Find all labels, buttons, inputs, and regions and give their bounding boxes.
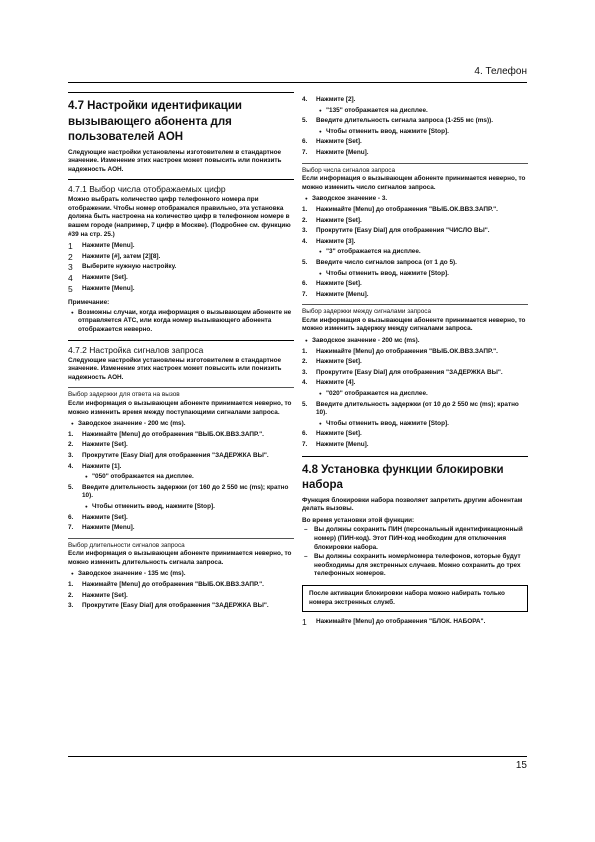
step: 4. Нажмите [2].: [302, 96, 356, 103]
step: 3 Выберите нужную настройку.: [68, 262, 177, 273]
step-sub-bullet: ● "3" отображается на дисплее.: [316, 248, 528, 257]
section-title-4-7: 4.7 Настройки идентификации вызывающего абонента для пользователей АОН: [68, 92, 294, 146]
step-list: [68, 242, 294, 293]
left-column: [68, 92, 294, 613]
step: 5. Введите число сигналов запроса (от 1 до 5).: [302, 258, 457, 266]
dash-item: – Вы должны сохранить номер/номера телефонов, которые будут необходимы для экстренных случаев. Можно сохранить до трех телефонных номеров.: [302, 553, 528, 579]
step: 6. Нажмите [Set].: [302, 138, 362, 146]
default-value: ● Заводское значение - 200 мс (ms).: [68, 420, 294, 429]
step-sub-bullet: ● Чтобы отменить ввод, нажмите [Stop].: [82, 503, 294, 512]
step: 1. Нажимайте [Menu] до отображения "ВЫБ.ОК.ВВЗ.ЗАПР.".: [68, 430, 264, 438]
group-title: Выбор числа сигналов запроса: [302, 163, 528, 176]
section-intro: Следующие настройки установлены изготовителем в стандартное значение. Изменение этих настроек может повысить или понизить надежность АОН.: [68, 148, 282, 173]
step: 3. Прокрутите [Easy Dial] для отображения "ЗАДЕРЖКА ВЫ".: [68, 451, 269, 459]
subsection-intro: Можно выбрать количество цифр телефонного номера при отображении. Чтобы номер отображался правильно, эта установка должна быть настроена на количество цифр в телефонном номере в вашем городе (например, 7 цифр в Москве). (Подробнее см. функцию #39 на стр. 25.): [68, 196, 291, 238]
step-sub-bullet: ● "020" отображается на дисплее.: [316, 390, 528, 399]
step: 6. Нажмите [Set].: [302, 430, 362, 438]
subsection-title-4-7-1: 4.7.1 Выбор числа отображаемых цифр: [68, 179, 294, 194]
step: 3. Прокрутите [Easy Dial] для отображения "ЗАДЕРЖКА ВЫ".: [68, 602, 269, 610]
step-sub-bullet: ● Чтобы отменить ввод, нажмите [Stop].: [316, 128, 528, 137]
step: 4. Нажмите [3].: [302, 237, 356, 245]
step: 2. Нажмите [Set].: [302, 358, 362, 366]
step: 1. Нажимайте [Menu] до отображения "ВЫБ.ОК.ВВЗ.ЗАПР.".: [68, 581, 264, 589]
group-intro: Если информация о вызывающем абоненте принимается неверно, то можно изменить задержку между сигналами запроса.: [302, 316, 526, 333]
default-value: ● Заводское значение - 200 мс (ms).: [302, 337, 528, 346]
default-value: ● Заводское значение - 3.: [302, 195, 528, 204]
group-intro: Если информация о вызывающем абоненте принимается неверно, то можно изменить число сигналов запроса.: [302, 175, 526, 191]
step: 1 Нажимайте [Menu] до отображения "БЛОК. НАБОРА".: [302, 617, 486, 628]
step: 7. Нажмите [Menu].: [302, 290, 369, 298]
step: 7. Нажмите [Menu].: [68, 524, 135, 532]
header-rule: [68, 82, 527, 83]
group-title: Выбор задержки для ответа на вызов: [68, 387, 294, 400]
step: 6. Нажмите [Set].: [68, 513, 128, 521]
step: 5. Введите длительность задержки (от 160 до 2 550 мс (ms); кратно 10).: [68, 483, 289, 500]
step: 3. Прокрутите [Easy Dial] для отображения "ЧИСЛО ВЫ".: [302, 227, 490, 235]
step: 7. Нажмите [Menu].: [302, 441, 369, 448]
step: 1. Нажимайте [Menu] до отображения "ВЫБ.ОК.ВВЗ.ЗАПР.".: [302, 205, 498, 213]
step-sub-bullet: ● Чтобы отменить ввод, нажмите [Stop].: [316, 270, 528, 279]
group-intro: Если информация о вызывающем абоненте принимается неверно, то можно изменить длительность сигнала запроса.: [68, 550, 292, 566]
subsection-title-4-7-2: 4.7.2 Настройка сигналов запроса: [68, 340, 294, 355]
section-title-4-8: 4.8 Установка функции блокировки набора: [302, 456, 528, 494]
step: 4 Нажмите [Set].: [68, 273, 128, 284]
page-header: [68, 62, 527, 86]
right-column: [302, 94, 528, 629]
step: 5. Введите длительность задержки (от 10 до 2 550 мс (ms); кратно 10).: [302, 400, 519, 417]
step: 1 Нажмите [Menu].: [68, 241, 135, 252]
step: 7. Нажмите [Menu].: [302, 148, 369, 156]
dash-item: – Вы должны сохранить ПИН (персональный идентификационный номер) (ПИН-код). Этот ПИН-код необходим для отключения блокировки набора.: [302, 526, 528, 552]
step: 2. Нажмите [Set].: [68, 441, 128, 449]
step: 4. Нажмите [1].: [68, 462, 122, 470]
step: 2. Нажмите [Set].: [68, 591, 128, 599]
page-number: 15: [515, 760, 527, 771]
step: 5 Нажмите [Menu].: [68, 283, 135, 294]
group-intro: Если информация о вызывающем абоненте принимается неверно, то можно изменить время между поступающими сигналами запроса.: [68, 399, 292, 416]
chapter-title: 4. Телефон: [474, 66, 527, 77]
default-value: ● Заводское значение - 135 мс (ms).: [68, 570, 294, 579]
step: 2 Нажмите [#], затем [2][8].: [68, 251, 161, 262]
step-sub-bullet: ● Чтобы отменить ввод, нажмите [Stop].: [316, 420, 528, 429]
group-title: Выбор длительности сигналов запроса: [68, 538, 294, 551]
footer-rule: [68, 756, 527, 757]
section-before: Во время установки этой функции:: [302, 516, 415, 524]
step-sub-bullet: ● "135" отображается на дисплее.: [316, 107, 528, 116]
note-text: ● Возможны случаи, когда информация о вызывающем абоненте не отправляется АТС, или когда номер вызывающего абонента отображается неверно.: [68, 309, 294, 335]
step-sub-bullet: ● "050" отображается на дисплее.: [82, 473, 294, 482]
step: 6. Нажмите [Set].: [302, 280, 362, 288]
section-intro: Функция блокировки набора позволяет запретить другим абонентам делать вызовы.: [302, 496, 523, 513]
note-label: Примечание:: [68, 299, 110, 307]
step: 3. Прокрутите [Easy Dial] для отображения "ЗАДЕРЖКА ВЫ".: [302, 368, 503, 376]
step: 1. Нажимайте [Menu] до отображения "ВЫБ.ОК.ВВЗ.ЗАПР.".: [302, 347, 498, 355]
subsection-intro: Следующие настройки установлены изготовителем в стандартное значение. Изменение этих настроек может повысить или понизить надежность АОН.: [68, 356, 282, 381]
step: 2. Нажмите [Set].: [302, 216, 362, 224]
step: 4. Нажмите [4].: [302, 379, 356, 387]
note-box: После активации блокировки набора можно набирать только номера экстренных служб.: [302, 585, 528, 612]
step: 5. Введите длительность сигнала запроса (1-255 мс (ms)).: [302, 117, 493, 125]
group-title: Выбор задержки между сигналами запроса: [302, 304, 528, 317]
